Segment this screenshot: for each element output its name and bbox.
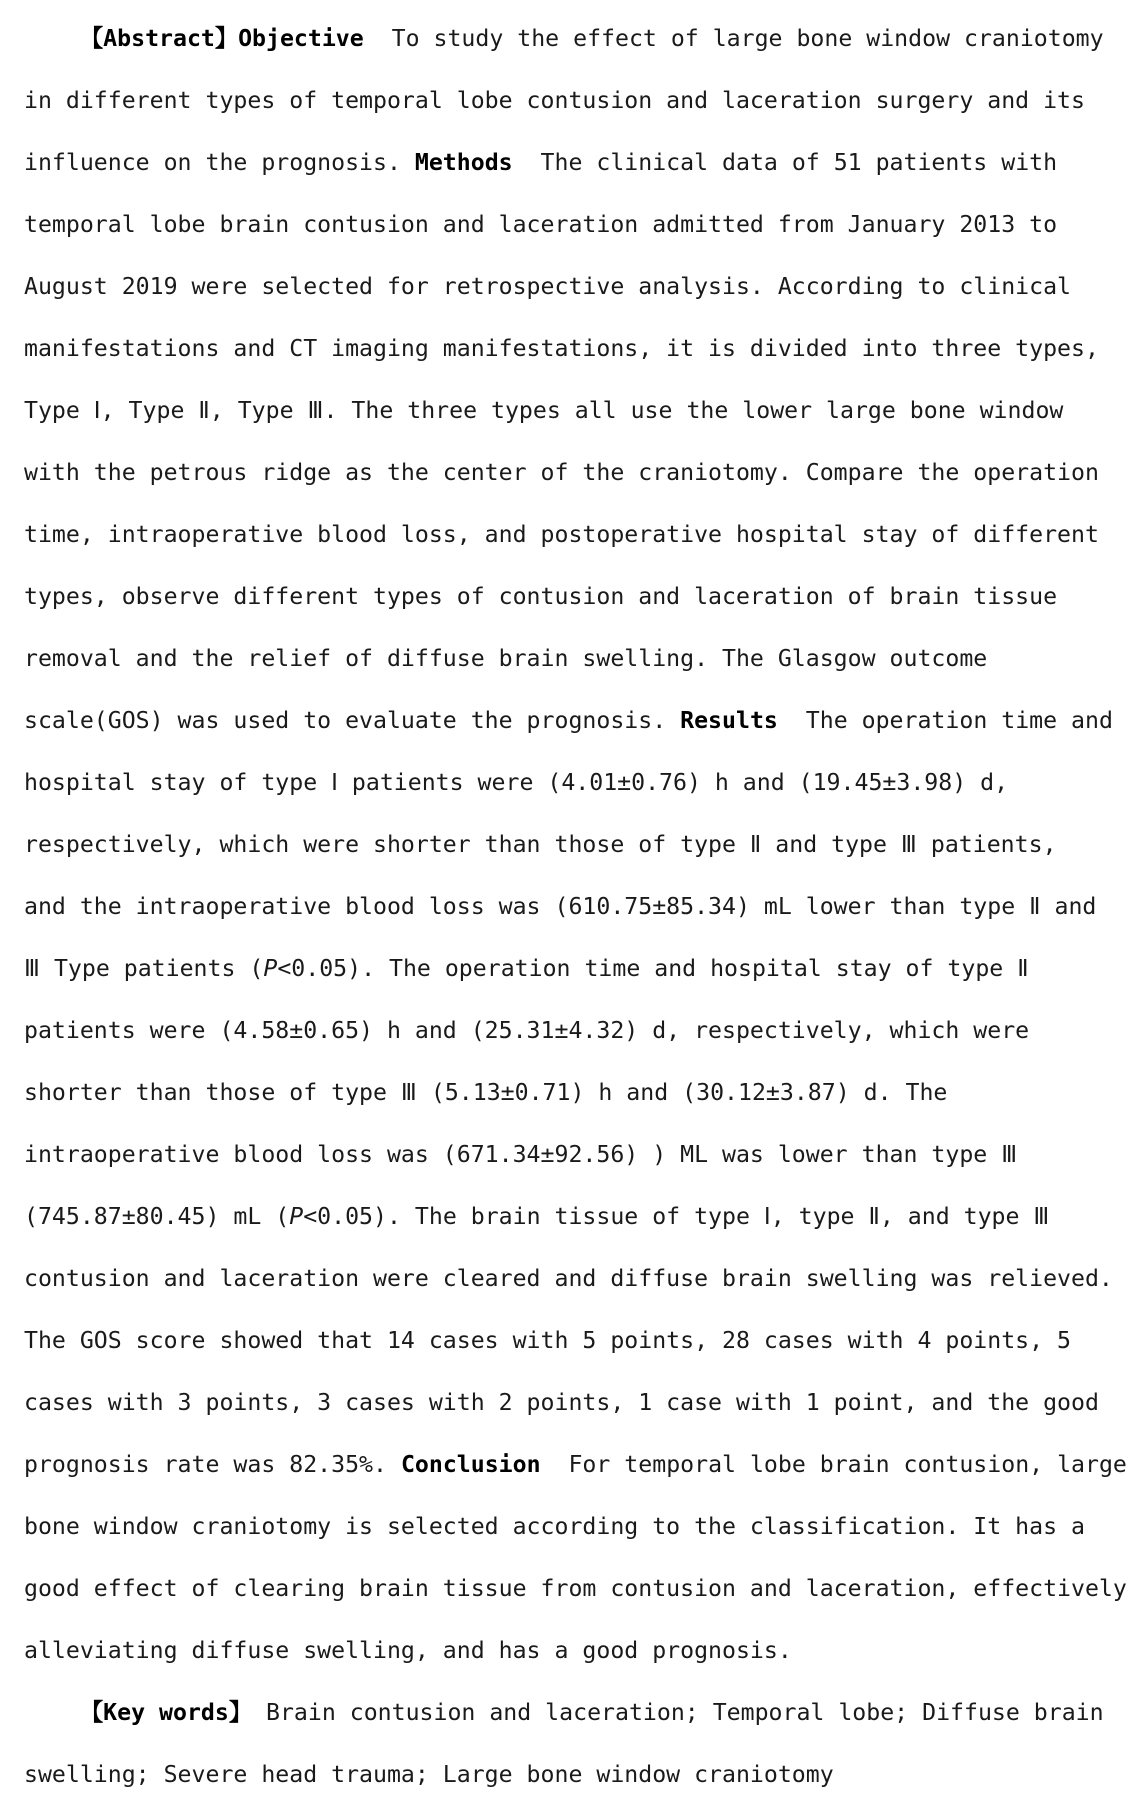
abstract-line-21: contusion and laceration were cleared and diffuse brain swelling was relieved.: [24, 1265, 1113, 1292]
objective-heading: Objective: [238, 25, 364, 52]
results-heading: Results: [680, 707, 778, 734]
keywords-line-2: swelling; Severe head trauma; Large bone window craniotomy: [24, 1761, 834, 1788]
abstract-line-27: alleviating diffuse swelling, and has a good prognosis.: [24, 1637, 792, 1664]
abstract-line-13: hospital stay of type Ⅰ patients were (4.01±0.76) h and (19.45±3.98) d,: [24, 769, 1009, 796]
keywords-line-1: 【Key words】 Brain contusion and laceration; Temporal lobe; Diffuse brain: [80, 1699, 1104, 1726]
abstract-line-17: patients were (4.58±0.65) h and (25.31±4.32) d, respectively, which were: [24, 1017, 1030, 1044]
abstract-line-24: prognosis rate was 82.35%. Conclusion For temporal lobe brain contusion, large: [24, 1451, 1127, 1478]
abstract-line-9: time, intraoperative blood loss, and postoperative hospital stay of different: [24, 521, 1099, 548]
abstract-line-8: with the petrous ridge as the center of the craniotomy. Compare the operation: [24, 459, 1099, 486]
abstract-line-15: and the intraoperative blood loss was (610.75±85.34) mL lower than type Ⅱ and: [24, 893, 1097, 920]
abstract-line-3: influence on the prognosis. Methods The clinical data of 51 patients with: [24, 149, 1058, 176]
keywords-label: 【Key words】: [80, 1699, 253, 1726]
abstract-line-2: in different types of temporal lobe contusion and laceration surgery and its: [24, 87, 1085, 114]
abstract-line-23: cases with 3 points, 3 cases with 2 points, 1 case with 1 point, and the good: [24, 1389, 1099, 1416]
abstract-line-18: shorter than those of type Ⅲ (5.13±0.71) h and (30.12±3.87) d. The: [24, 1079, 948, 1106]
abstract-line-7: Type Ⅰ, Type Ⅱ, Type Ⅲ. The three types all use the lower large bone window: [24, 397, 1064, 424]
abstract-line-22: The GOS score showed that 14 cases with 5 points, 28 cases with 4 points, 5: [24, 1327, 1072, 1354]
abstract-line-14: respectively, which were shorter than those of type Ⅱ and type Ⅲ patients,: [24, 831, 1057, 858]
abstract-line-11: removal and the relief of diffuse brain swelling. The Glasgow outcome: [24, 645, 988, 672]
abstract-label: 【Abstract】: [80, 25, 239, 52]
abstract-line-4: temporal lobe brain contusion and laceration admitted from January 2013 to: [24, 211, 1058, 238]
abstract-line-16: Ⅲ Type patients (P<0.05). The operation time and hospital stay of type Ⅱ: [24, 955, 1029, 982]
abstract-line-20: (745.87±80.45) mL (P<0.05). The brain tissue of type Ⅰ, type Ⅱ, and type Ⅲ: [24, 1203, 1050, 1230]
abstract-line-10: types, observe different types of contusion and laceration of brain tissue: [24, 583, 1058, 610]
abstract-line-1: 【Abstract】Objective To study the effect of large bone window craniotomy: [80, 25, 1104, 52]
abstract-line-6: manifestations and CT imaging manifestations, it is divided into three types,: [24, 335, 1099, 362]
methods-heading: Methods: [414, 149, 513, 176]
abstract-line-12: scale(GOS) was used to evaluate the prognosis. Results The operation time and: [24, 707, 1113, 734]
p-value-symbol: P: [289, 1203, 304, 1230]
abstract-line-5: August 2019 were selected for retrospective analysis. According to clinical: [24, 273, 1072, 300]
abstract-line-25: bone window craniotomy is selected according to the classification. It has a: [24, 1513, 1085, 1540]
p-value-symbol: P: [263, 955, 278, 982]
abstract-line-19: intraoperative blood loss was (671.34±92.56) ) ML was lower than type Ⅲ: [24, 1141, 1018, 1168]
abstract-line-26: good effect of clearing brain tissue from contusion and laceration, effectively: [24, 1575, 1127, 1602]
conclusion-heading: Conclusion: [400, 1451, 541, 1478]
abstract-page: [24, 8, 1128, 1806]
